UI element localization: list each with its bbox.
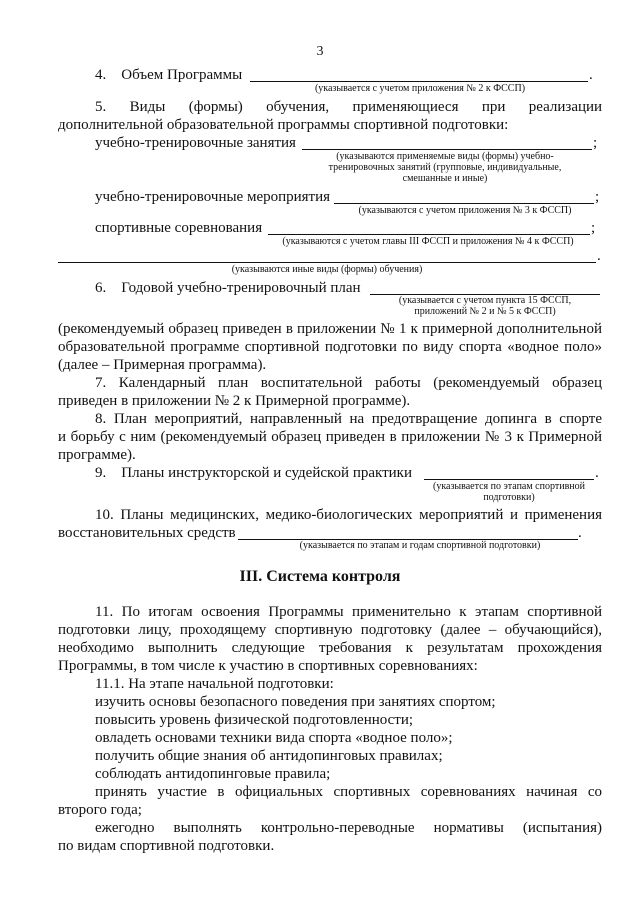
item-4-end: . (589, 67, 593, 83)
item-9-blank (424, 479, 594, 480)
section-line-6: изучить основы безопасного поведения при занятиях спортом; (95, 694, 496, 710)
section-title: III. Система контроля (239, 568, 401, 585)
item-6-label: Годовой учебно-тренировочный план (121, 280, 361, 296)
item-6-text-line-2: образовательной программе спортивной подготовки по виду спорта «водное поло» (58, 339, 602, 355)
item-8-line-2: и борьбу с ним (рекомендуемый образец приведен в приложении № 3 к Примерной (58, 429, 602, 445)
section-line-13: ежегодно выполнять контрольно-переводные нормативы (испытания) (95, 820, 602, 836)
item-10-end: . (578, 525, 582, 541)
item-5-sub-3-end: ; (591, 220, 596, 236)
item-4-hint: (указывается с учетом приложения № 2 к ФССП) (314, 83, 526, 94)
item-5-sub-2-hint: (указываются с учетом приложения № 3 к ФССП) (358, 205, 572, 216)
section-line-9: получить общие знания об антидопинговых правилах; (95, 748, 443, 764)
section-line-10: соблюдать антидопинговые правила; (95, 766, 331, 782)
item-4-blank (250, 81, 588, 82)
page-number: 3 (316, 44, 324, 59)
item-5-sub-2-end: ; (595, 189, 600, 205)
item-6-number: 6. (95, 280, 107, 296)
section-line-4: Программы, в том числе к участию в спортивных соревнованиях: (58, 658, 478, 674)
item-10-label: восстановительных средств (58, 525, 236, 541)
item-5-sub-2-label: учебно-тренировочные мероприятия (95, 189, 331, 205)
item-10-hint: (указывается по этапам и годам спортивной подготовки) (299, 540, 541, 551)
section-line-3: необходимо выполнить следующие требования к результатам прохождения (58, 640, 602, 656)
item-5-line-2: дополнительной образовательной программы спортивной подготовки: (58, 117, 509, 133)
item-6-hint-2: приложений № 2 и № 5 к ФССП) (414, 306, 556, 317)
item-9-number: 9. (95, 465, 107, 481)
item-5-sub-1-hint-3: смешанные и иные) (402, 173, 488, 184)
item-9-end: . (595, 465, 599, 481)
item-5-sub-1-label: учебно-тренировочные занятия (95, 135, 296, 151)
item-5-other-hint: (указываются иные виды (формы) обучения) (231, 264, 423, 275)
item-5-sub-1-blank (302, 149, 592, 150)
section-line-8: овладеть основами техники вида спорта «водное поло»; (95, 730, 453, 746)
item-8-line-1: 8. План мероприятий, направленный на предотвращение допинга в спорте (95, 411, 602, 427)
item-9-label: Планы инструкторской и судейской практики (121, 465, 412, 481)
item-5-sub-2-blank (334, 203, 594, 204)
item-5-sub-3-blank (268, 234, 590, 235)
item-5-sub-1-hint-2: тренировочных занятий (групповые, индивидуальные, (328, 162, 562, 173)
item-6-hint-1: (указывается с учетом пункта 15 ФССП, (398, 295, 572, 306)
item-5-sub-1-end: ; (593, 135, 598, 151)
item-4-number: 4. (95, 67, 107, 83)
item-6-text-line-1: (рекомендуемый образец приведен в приложении № 1 к примерной дополнительной (58, 321, 602, 337)
item-5-other-end: . (597, 248, 601, 264)
item-10-line-1: 10. Планы медицинских, медико-биологических мероприятий и применения (95, 507, 602, 523)
item-4-label: Объем Программы (121, 67, 243, 83)
item-5-sub-3-label: спортивные соревнования (95, 220, 263, 236)
item-5-other-blank (58, 262, 596, 263)
section-line-14: по видам спортивной подготовки. (58, 838, 275, 854)
item-9-hint-1: (указывается по этапам спортивной (432, 481, 585, 492)
item-5-line-1: 5. Виды (формы) обучения, применяющиеся при реализации (95, 99, 603, 115)
item-8-line-3: программе). (58, 447, 136, 463)
section-line-7: повысить уровень физической подготовленности; (95, 712, 414, 728)
item-9-hint-2: подготовки) (483, 492, 535, 503)
item-5-sub-3-hint: (указываются с учетом главы III ФССП и приложения № 4 к ФССП) (282, 236, 574, 247)
item-6-text-line-3: (далее – Примерная программа). (58, 357, 267, 373)
section-line-2: подготовки лицу, проходящему спортивную подготовку (далее – обучающийся), (58, 622, 602, 638)
section-line-1: 11. По итогам освоения Программы применительно к этапам спортивной (95, 604, 602, 620)
section-line-5: 11.1. На этапе начальной подготовки: (95, 676, 334, 692)
item-7-line-1: 7. Календарный план воспитательной работы (рекомендуемый образец (95, 375, 602, 391)
item-5-sub-1-hint-1: (указываются применяемые виды (формы) учебно- (336, 151, 554, 162)
section-line-12: второго года; (58, 802, 142, 818)
item-7-line-2: приведен в приложении № 2 к Примерной программе). (58, 393, 411, 409)
section-line-11: принять участие в официальных спортивных соревнованиях начиная со (95, 784, 602, 800)
